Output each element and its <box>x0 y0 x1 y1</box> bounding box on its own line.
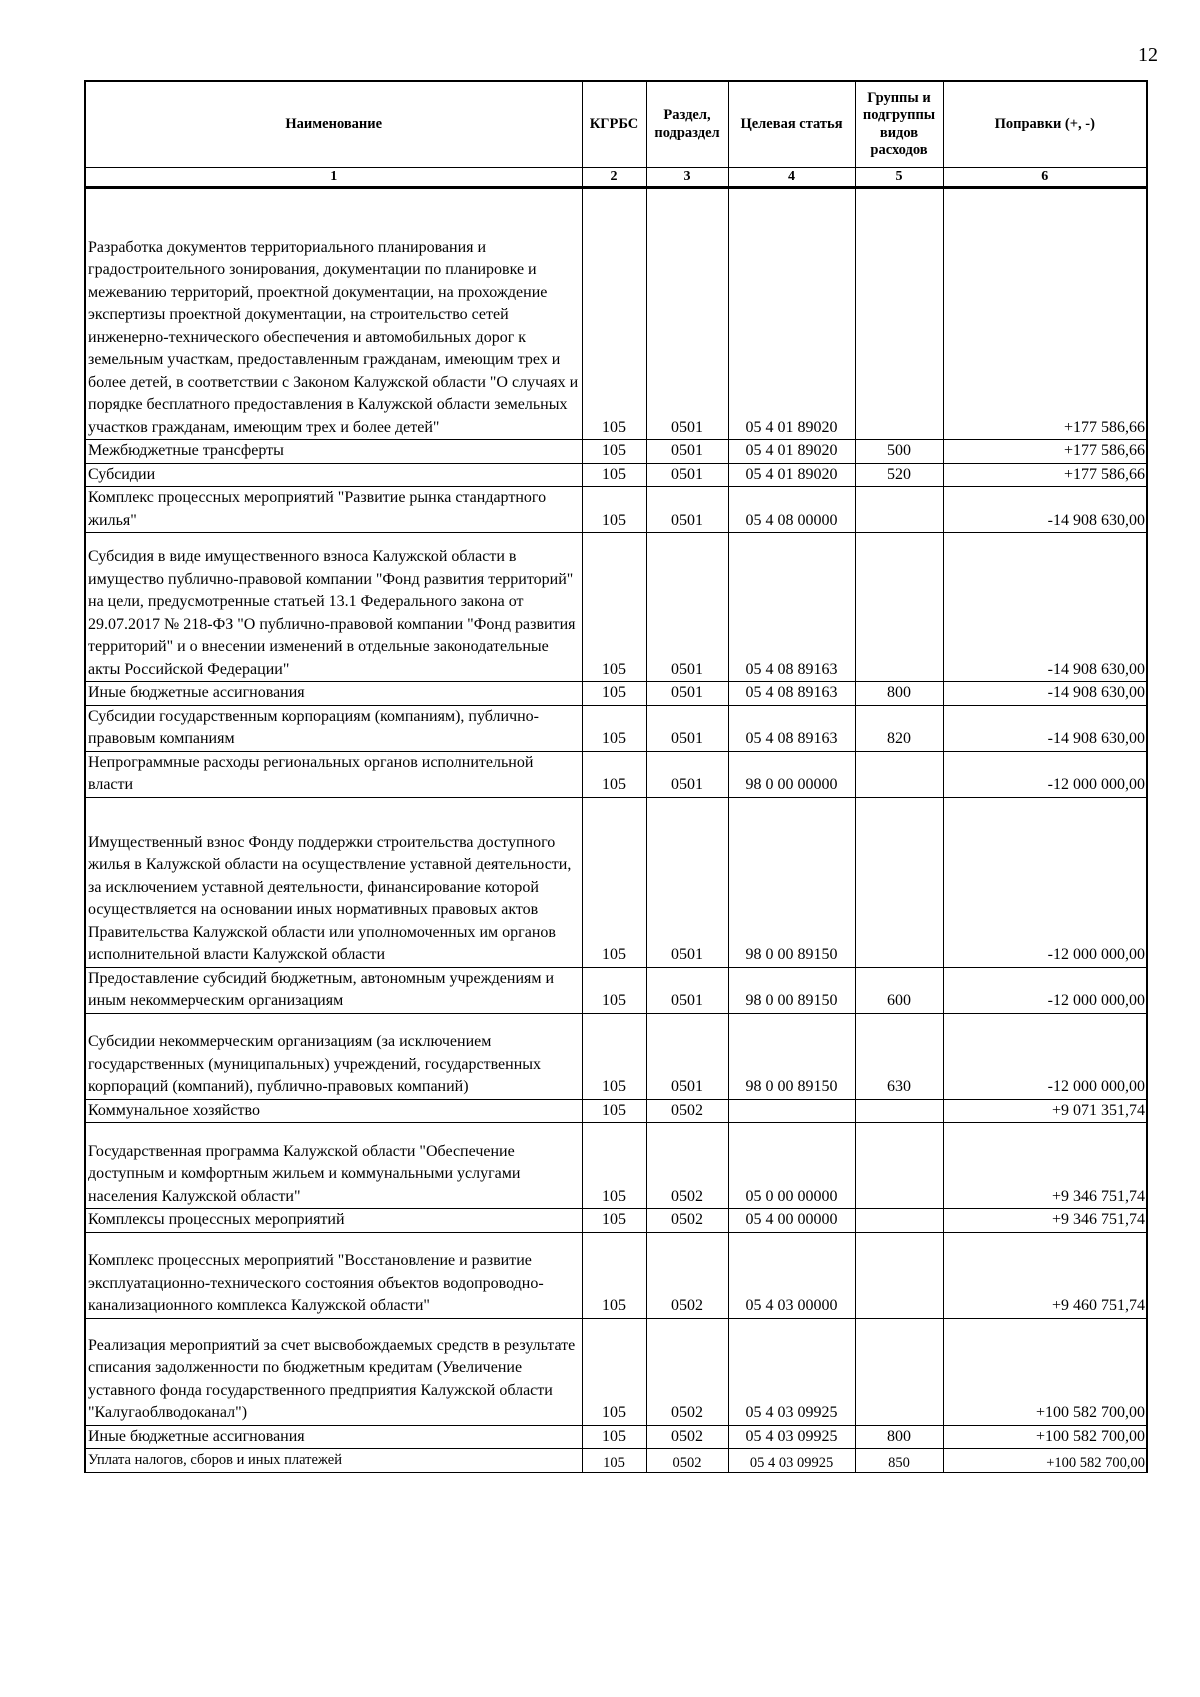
cell-group: 630 <box>855 1013 943 1099</box>
cell-amount: -14 908 630,00 <box>943 705 1147 751</box>
column-number: 5 <box>855 168 943 188</box>
cell-group <box>855 1232 943 1318</box>
cell-name: Субсидии государственным корпорациям (компаниям), публично-правовым компаниям <box>85 705 582 751</box>
cell-name: Коммунальное хозяйство <box>85 1099 582 1123</box>
cell-section: 0501 <box>646 682 728 706</box>
cell-amount: +177 586,66 <box>943 463 1147 487</box>
column-number: 6 <box>943 168 1147 188</box>
column-number: 2 <box>582 168 646 188</box>
column-number: 3 <box>646 168 728 188</box>
cell-kgrbs: 105 <box>582 1318 646 1425</box>
header-target: Целевая статья <box>728 81 855 168</box>
cell-section: 0502 <box>646 1123 728 1209</box>
cell-amount: +100 582 700,00 <box>943 1449 1147 1473</box>
cell-amount: +9 346 751,74 <box>943 1123 1147 1209</box>
cell-kgrbs: 105 <box>582 463 646 487</box>
table-row <box>85 797 1147 967</box>
cell-section: 0502 <box>646 1449 728 1473</box>
header-kgrbs: КГРБС <box>582 81 646 168</box>
table-row <box>85 1449 1147 1473</box>
table-row <box>85 1318 1147 1425</box>
table-row <box>85 1123 1147 1209</box>
cell-target: 98 0 00 00000 <box>728 751 855 797</box>
cell-section: 0502 <box>646 1318 728 1425</box>
cell-kgrbs: 105 <box>582 797 646 967</box>
cell-name: Уплата налогов, сборов и иных платежей <box>85 1449 582 1473</box>
cell-amount: -14 908 630,00 <box>943 487 1147 533</box>
cell-name: Субсидии <box>85 463 582 487</box>
cell-target <box>728 1099 855 1123</box>
cell-amount: +100 582 700,00 <box>943 1425 1147 1449</box>
table-row <box>85 751 1147 797</box>
cell-group: 500 <box>855 440 943 464</box>
cell-kgrbs: 105 <box>582 751 646 797</box>
cell-amount: -14 908 630,00 <box>943 533 1147 682</box>
cell-target: 05 4 03 00000 <box>728 1232 855 1318</box>
cell-group: 800 <box>855 682 943 706</box>
cell-kgrbs: 105 <box>582 188 646 440</box>
cell-group <box>855 1099 943 1123</box>
cell-kgrbs: 105 <box>582 1232 646 1318</box>
column-number: 4 <box>728 168 855 188</box>
cell-section: 0501 <box>646 797 728 967</box>
cell-group <box>855 1318 943 1425</box>
cell-target: 05 4 01 89020 <box>728 463 855 487</box>
column-number: 1 <box>85 168 582 188</box>
cell-group: 520 <box>855 463 943 487</box>
cell-group <box>855 1123 943 1209</box>
cell-target: 05 4 01 89020 <box>728 188 855 440</box>
cell-name: Непрограммные расходы региональных органов исполнительной власти <box>85 751 582 797</box>
header-amount: Поправки (+, -) <box>943 81 1147 168</box>
cell-group <box>855 797 943 967</box>
cell-amount: -14 908 630,00 <box>943 682 1147 706</box>
cell-group <box>855 487 943 533</box>
cell-name: Комплексы процессных мероприятий <box>85 1209 582 1233</box>
cell-name: Иные бюджетные ассигнования <box>85 1425 582 1449</box>
cell-amount: -12 000 000,00 <box>943 797 1147 967</box>
header-row <box>85 81 1147 168</box>
cell-amount: +100 582 700,00 <box>943 1318 1147 1425</box>
cell-group <box>855 751 943 797</box>
cell-name: Субсидии некоммерческим организациям (за исключением государственных (муниципальных) учреждений, государственных корпораций (компаний), публично-правовых компаний) <box>85 1013 582 1099</box>
cell-name: Субсидия в виде имущественного взноса Калужской области в имущество публично-правовой компании "Фонд развития территорий" на цели, предусмотренные статьей 13.1 Федерального закона от 29.07.2017 № 218-ФЗ "О публично-правовой компании "Фонд развития территорий" и о внесении изменений в отдельные законодательные акты Российской Федерации" <box>85 533 582 682</box>
table-row <box>85 188 1147 440</box>
cell-section: 0502 <box>646 1425 728 1449</box>
cell-name: Иные бюджетные ассигнования <box>85 682 582 706</box>
cell-name: Комплекс процессных мероприятий "Восстановление и развитие эксплуатационно-технического состояния объектов водопроводно-канализационного комплекса Калужской области" <box>85 1232 582 1318</box>
cell-kgrbs: 105 <box>582 1123 646 1209</box>
table-row <box>85 1013 1147 1099</box>
cell-kgrbs: 105 <box>582 682 646 706</box>
cell-section: 0501 <box>646 967 728 1013</box>
cell-target: 05 4 08 00000 <box>728 487 855 533</box>
table-row <box>85 705 1147 751</box>
cell-section: 0501 <box>646 533 728 682</box>
cell-amount: -12 000 000,00 <box>943 751 1147 797</box>
cell-kgrbs: 105 <box>582 1013 646 1099</box>
cell-target: 98 0 00 89150 <box>728 1013 855 1099</box>
cell-kgrbs: 105 <box>582 1425 646 1449</box>
cell-section: 0502 <box>646 1232 728 1318</box>
cell-name: Межбюджетные трансферты <box>85 440 582 464</box>
cell-name: Имущественный взнос Фонду поддержки строительства доступного жилья в Калужской области на осуществление уставной деятельности, за исключением уставной деятельности, финансирование которой осуществляется на основании иных нормативных правовых актов Правительства Калужской области или уполномоченных им органов исполнительной власти Калужской области <box>85 797 582 967</box>
cell-section: 0501 <box>646 440 728 464</box>
cell-target: 05 0 00 00000 <box>728 1123 855 1209</box>
table-row <box>85 1099 1147 1123</box>
cell-kgrbs: 105 <box>582 1449 646 1473</box>
table-row <box>85 1232 1147 1318</box>
cell-section: 0501 <box>646 705 728 751</box>
cell-target: 05 4 03 09925 <box>728 1449 855 1473</box>
header-group: Группы и подгруппы видов расходов <box>855 81 943 168</box>
column-numbers-row <box>85 168 1147 188</box>
cell-amount: +177 586,66 <box>943 188 1147 440</box>
cell-amount: -12 000 000,00 <box>943 967 1147 1013</box>
cell-group: 800 <box>855 1425 943 1449</box>
cell-group: 600 <box>855 967 943 1013</box>
budget-table <box>84 80 1148 1473</box>
table-row <box>85 967 1147 1013</box>
page-number: 12 <box>1138 44 1158 66</box>
table-row <box>85 682 1147 706</box>
cell-target: 05 4 01 89020 <box>728 440 855 464</box>
cell-amount: +9 071 351,74 <box>943 1099 1147 1123</box>
cell-section: 0502 <box>646 1099 728 1123</box>
cell-amount: +9 346 751,74 <box>943 1209 1147 1233</box>
cell-name: Разработка документов территориального планирования и градостроительного зонирования, документации по планировке и межеванию территорий, проектной документации, на прохождение экспертизы проектной документации, на строительство сетей инженерно-технического обеспечения и автомобильных дорог к земельным участкам, предоставленным гражданам, имеющим трех и более детей, в соответствии с Законом Калужской области "О случаях и порядке бесплатного предоставления в Калужской области земельных участков гражданам, имеющим трех и более детей" <box>85 188 582 440</box>
header-section: Раздел, подраздел <box>646 81 728 168</box>
cell-section: 0502 <box>646 1209 728 1233</box>
table-row <box>85 1425 1147 1449</box>
cell-group <box>855 533 943 682</box>
cell-kgrbs: 105 <box>582 1209 646 1233</box>
cell-group <box>855 188 943 440</box>
cell-amount: -12 000 000,00 <box>943 1013 1147 1099</box>
cell-kgrbs: 105 <box>582 1099 646 1123</box>
cell-name: Реализация мероприятий за счет высвобождаемых средств в результате списания задолженности по бюджетным кредитам (Увеличение уставного фонда государственного предприятия Калужской области "Калугаоблводоканал") <box>85 1318 582 1425</box>
cell-target: 98 0 00 89150 <box>728 797 855 967</box>
cell-section: 0501 <box>646 188 728 440</box>
table-row <box>85 440 1147 464</box>
table-row <box>85 487 1147 533</box>
cell-group: 820 <box>855 705 943 751</box>
cell-section: 0501 <box>646 463 728 487</box>
cell-target: 05 4 08 89163 <box>728 682 855 706</box>
table-body <box>85 188 1147 1473</box>
cell-section: 0501 <box>646 487 728 533</box>
cell-name: Государственная программа Калужской области "Обеспечение доступным и комфортным жильем и коммунальными услугами населения Калужской области" <box>85 1123 582 1209</box>
cell-target: 05 4 00 00000 <box>728 1209 855 1233</box>
cell-kgrbs: 105 <box>582 705 646 751</box>
table-row <box>85 533 1147 682</box>
cell-name: Комплекс процессных мероприятий "Развитие рынка стандартного жилья" <box>85 487 582 533</box>
cell-kgrbs: 105 <box>582 533 646 682</box>
table-row <box>85 463 1147 487</box>
cell-target: 05 4 03 09925 <box>728 1425 855 1449</box>
cell-section: 0501 <box>646 1013 728 1099</box>
table-row <box>85 1209 1147 1233</box>
cell-group <box>855 1209 943 1233</box>
cell-target: 05 4 08 89163 <box>728 705 855 751</box>
cell-name: Предоставление субсидий бюджетным, автономным учреждениям и иным некоммерческим организациям <box>85 967 582 1013</box>
cell-target: 98 0 00 89150 <box>728 967 855 1013</box>
cell-target: 05 4 03 09925 <box>728 1318 855 1425</box>
cell-section: 0501 <box>646 751 728 797</box>
cell-kgrbs: 105 <box>582 487 646 533</box>
header-name: Наименование <box>85 81 582 168</box>
cell-kgrbs: 105 <box>582 967 646 1013</box>
cell-group: 850 <box>855 1449 943 1473</box>
cell-amount: +177 586,66 <box>943 440 1147 464</box>
cell-target: 05 4 08 89163 <box>728 533 855 682</box>
cell-amount: +9 460 751,74 <box>943 1232 1147 1318</box>
cell-kgrbs: 105 <box>582 440 646 464</box>
